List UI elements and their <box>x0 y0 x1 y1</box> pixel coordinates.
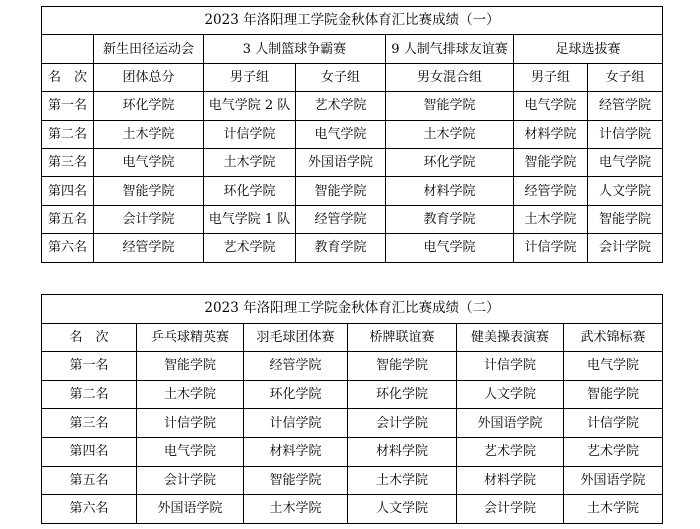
result-cell: 环化学院 <box>386 148 514 176</box>
event-header-row <box>42 35 663 63</box>
result-cell: 土木学院 <box>94 120 204 148</box>
rank-cell: 第三名 <box>42 409 137 438</box>
subheader-row <box>42 63 663 91</box>
event-header: 健美操表演赛 <box>457 323 564 352</box>
event-header: 足球选拔赛 <box>514 35 663 63</box>
result-cell: 智能学院 <box>137 352 244 381</box>
result-cell: 外国语学院 <box>137 495 244 524</box>
table-row <box>42 409 663 438</box>
result-cell: 材料学院 <box>514 120 588 148</box>
rank-cell: 第二名 <box>42 120 94 148</box>
result-cell: 会计学院 <box>94 205 204 233</box>
result-cell: 土木学院 <box>204 148 296 176</box>
table-row <box>42 234 663 262</box>
result-cell: 材料学院 <box>457 466 564 495</box>
result-cell: 土木学院 <box>514 205 588 233</box>
result-cell: 教育学院 <box>386 205 514 233</box>
result-cell: 智能学院 <box>514 148 588 176</box>
result-cell: 经管学院 <box>94 234 204 262</box>
table-row <box>42 352 663 381</box>
table-two-title: 2023 年洛阳理工学院金秋体育汇比赛成绩（二） <box>42 295 663 324</box>
result-cell: 电气学院 <box>514 92 588 120</box>
event-header: 桥牌联谊赛 <box>348 323 457 352</box>
table-row <box>42 120 663 148</box>
event-header: 乒乓球精英赛 <box>137 323 244 352</box>
result-cell: 会计学院 <box>137 466 244 495</box>
result-cell: 会计学院 <box>588 234 663 262</box>
rank-header: 名 次 <box>42 323 137 352</box>
rank-cell: 第六名 <box>42 234 94 262</box>
result-cell: 外国语学院 <box>457 409 564 438</box>
result-cell: 计信学院 <box>137 409 244 438</box>
blank-corner-cell <box>42 35 94 63</box>
result-cell: 电气学院 <box>386 234 514 262</box>
table-row <box>42 380 663 409</box>
rank-cell: 第四名 <box>42 177 94 205</box>
result-cell: 计信学院 <box>457 352 564 381</box>
result-cell: 艺术学院 <box>296 92 386 120</box>
result-cell: 外国语学院 <box>564 466 663 495</box>
subheader: 女子组 <box>296 63 386 91</box>
result-cell: 经管学院 <box>514 177 588 205</box>
result-cell: 艺术学院 <box>564 437 663 466</box>
result-cell: 计信学院 <box>564 409 663 438</box>
result-cell: 电气学院 2 队 <box>204 92 296 120</box>
result-cell: 环化学院 <box>94 92 204 120</box>
rank-cell: 第二名 <box>42 380 137 409</box>
rank-cell: 第一名 <box>42 92 94 120</box>
result-cell: 土木学院 <box>244 495 348 524</box>
rank-cell: 第一名 <box>42 352 137 381</box>
result-cell: 电气学院 <box>588 148 663 176</box>
result-cell: 外国语学院 <box>296 148 386 176</box>
table-row <box>42 92 663 120</box>
table-title-row <box>42 295 663 324</box>
event-header: 武术锦标赛 <box>564 323 663 352</box>
subheader: 女子组 <box>588 63 663 91</box>
result-cell: 智能学院 <box>564 380 663 409</box>
result-cell: 经管学院 <box>588 92 663 120</box>
rank-cell: 第五名 <box>42 205 94 233</box>
subheader: 男子组 <box>204 63 296 91</box>
event-header: 新生田径运动会 <box>94 35 204 63</box>
result-cell: 土木学院 <box>386 120 514 148</box>
result-cell: 智能学院 <box>244 466 348 495</box>
result-cell: 经管学院 <box>296 205 386 233</box>
rank-cell: 第五名 <box>42 466 137 495</box>
result-cell: 艺术学院 <box>204 234 296 262</box>
table-row <box>42 466 663 495</box>
results-table-one <box>41 6 663 263</box>
result-cell: 土木学院 <box>564 495 663 524</box>
rank-cell: 第四名 <box>42 437 137 466</box>
rank-header: 名 次 <box>42 63 94 91</box>
table-row <box>42 177 663 205</box>
result-cell: 环化学院 <box>204 177 296 205</box>
result-cell: 电气学院 <box>564 352 663 381</box>
table-row <box>42 495 663 524</box>
result-cell: 智能学院 <box>386 92 514 120</box>
event-header: 羽毛球团体赛 <box>244 323 348 352</box>
result-cell: 材料学院 <box>244 437 348 466</box>
event-header: 3 人制篮球争霸赛 <box>204 35 386 63</box>
subheader: 团体总分 <box>94 63 204 91</box>
rank-cell: 第三名 <box>42 148 94 176</box>
result-cell: 电气学院 <box>137 437 244 466</box>
table-title-row <box>42 7 663 35</box>
result-cell: 土木学院 <box>348 466 457 495</box>
results-table-two <box>41 294 663 524</box>
table-row <box>42 148 663 176</box>
table-one-title: 2023 年洛阳理工学院金秋体育汇比赛成绩（一） <box>42 7 663 35</box>
result-cell: 人文学院 <box>348 495 457 524</box>
result-cell: 计信学院 <box>204 120 296 148</box>
result-cell: 人文学院 <box>588 177 663 205</box>
result-cell: 电气学院 <box>94 148 204 176</box>
result-cell: 智能学院 <box>296 177 386 205</box>
result-cell: 会计学院 <box>457 495 564 524</box>
result-cell: 电气学院 <box>296 120 386 148</box>
result-cell: 环化学院 <box>348 380 457 409</box>
subheader: 男子组 <box>514 63 588 91</box>
result-cell: 智能学院 <box>348 352 457 381</box>
result-cell: 智能学院 <box>588 205 663 233</box>
table-row <box>42 437 663 466</box>
result-cell: 经管学院 <box>244 352 348 381</box>
result-cell: 土木学院 <box>137 380 244 409</box>
result-cell: 计信学院 <box>244 409 348 438</box>
event-header-row <box>42 323 663 352</box>
result-cell: 环化学院 <box>244 380 348 409</box>
result-cell: 电气学院 1 队 <box>204 205 296 233</box>
result-cell: 材料学院 <box>386 177 514 205</box>
result-cell: 计信学院 <box>514 234 588 262</box>
rank-cell: 第六名 <box>42 495 137 524</box>
result-cell: 艺术学院 <box>457 437 564 466</box>
result-cell: 教育学院 <box>296 234 386 262</box>
subheader: 男女混合组 <box>386 63 514 91</box>
result-cell: 会计学院 <box>348 409 457 438</box>
result-cell: 智能学院 <box>94 177 204 205</box>
result-cell: 计信学院 <box>588 120 663 148</box>
result-cell: 材料学院 <box>348 437 457 466</box>
result-cell: 人文学院 <box>457 380 564 409</box>
table-row <box>42 205 663 233</box>
event-header: 9 人制气排球友谊赛 <box>386 35 514 63</box>
